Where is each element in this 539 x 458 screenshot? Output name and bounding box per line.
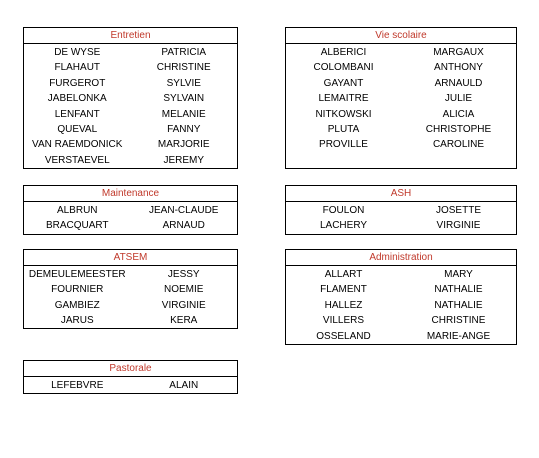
surname: FOURNIER xyxy=(51,284,104,296)
list-item xyxy=(24,60,237,75)
list-item xyxy=(24,107,237,122)
list-item xyxy=(286,76,516,91)
first-name: MARJORIE xyxy=(157,139,210,151)
surname: LENFANT xyxy=(54,108,100,120)
first-name: ANTHONY xyxy=(434,62,483,74)
first-name: VIRGINIE xyxy=(161,299,206,311)
list-item xyxy=(286,267,516,282)
group-entretien xyxy=(23,27,238,169)
first-name: MELANIE xyxy=(161,108,206,120)
first-name: NOEMIE xyxy=(164,284,204,296)
list-item xyxy=(286,122,516,137)
group-title: Pastorale xyxy=(24,361,237,377)
surname: DEMEULEMEESTER xyxy=(28,269,126,280)
first-name: ARNAUD xyxy=(162,220,205,232)
group-title: Maintenance xyxy=(24,186,237,202)
list-item xyxy=(24,153,237,168)
surname: FURGEROT xyxy=(49,77,106,89)
surname: PLUTA xyxy=(327,123,360,135)
list-item xyxy=(286,218,516,233)
list-item xyxy=(286,91,516,106)
surname: FLAHAUT xyxy=(54,62,101,74)
first-name: FANNY xyxy=(167,123,201,135)
surname: LACHERY xyxy=(319,220,368,232)
group-title: Administration xyxy=(286,250,516,266)
surname: GAYANT xyxy=(323,77,364,89)
surname: DE WYSE xyxy=(54,47,101,58)
surname: QUEVAL xyxy=(57,123,98,135)
list-item xyxy=(286,313,516,328)
group-vie-scolaire xyxy=(285,27,517,169)
list-item xyxy=(286,329,516,344)
list-item xyxy=(24,218,237,233)
list-item xyxy=(24,122,237,137)
surname: COLOMBANI xyxy=(313,62,374,74)
group-title: Entretien xyxy=(24,28,237,44)
list-item xyxy=(286,107,516,122)
first-name: MARY xyxy=(444,269,473,280)
surname: LEFEBVRE xyxy=(51,380,104,391)
list-item xyxy=(24,76,237,91)
first-name: PATRICIA xyxy=(161,47,207,58)
first-name: ALICIA xyxy=(442,108,475,120)
surname: FLAMENT xyxy=(320,284,367,296)
first-name: MARGAUX xyxy=(433,47,484,58)
list-item xyxy=(24,203,237,218)
surname: OSSELAND xyxy=(316,330,371,342)
list-item xyxy=(24,282,237,297)
group-administration xyxy=(285,249,517,345)
first-name: CHRISTINE xyxy=(431,315,486,327)
first-name: ALAIN xyxy=(169,380,199,391)
surname: VAN RAEMDONICK xyxy=(32,139,123,151)
list-item xyxy=(286,282,516,297)
list-item xyxy=(24,137,237,152)
first-name: VIRGINIE xyxy=(436,220,481,232)
first-name: JEREMY xyxy=(163,154,205,166)
surname: HALLEZ xyxy=(324,299,363,311)
list-item xyxy=(24,313,237,328)
group-title: ATSEM xyxy=(24,250,237,266)
first-name: JOSETTE xyxy=(435,205,481,216)
first-name: KERA xyxy=(170,315,198,327)
list-item xyxy=(24,91,237,106)
first-name: CHRISTOPHE xyxy=(425,123,492,135)
group-maintenance xyxy=(23,185,238,235)
first-name: NATHALIE xyxy=(434,299,483,311)
first-name: ARNAULD xyxy=(434,77,483,89)
list-item xyxy=(286,45,516,60)
group-ash xyxy=(285,185,517,235)
surname: NITKOWSKI xyxy=(315,108,372,120)
list-item xyxy=(286,137,516,152)
list-item xyxy=(24,267,237,282)
first-name: JEAN-CLAUDE xyxy=(149,205,219,216)
list-item xyxy=(24,45,237,60)
surname: LEMAITRE xyxy=(318,93,369,105)
first-name: SYLVIE xyxy=(166,77,201,89)
surname: JARUS xyxy=(60,315,94,327)
surname: JABELONKA xyxy=(47,93,107,105)
group-atsem xyxy=(23,249,238,329)
list-item xyxy=(286,203,516,218)
surname: VERSTAEVEL xyxy=(44,154,110,166)
first-name: CAROLINE xyxy=(432,139,485,151)
surname: BRACQUART xyxy=(45,220,109,232)
list-item xyxy=(24,298,237,313)
surname: ALBRUN xyxy=(56,205,98,216)
surname: VILLERS xyxy=(322,315,365,327)
surname: FOULON xyxy=(322,205,365,216)
list-item xyxy=(24,378,237,393)
first-name: JULIE xyxy=(444,93,473,105)
group-pastorale xyxy=(23,360,238,394)
first-name: JESSY xyxy=(167,269,200,280)
list-item xyxy=(286,298,516,313)
surname: ALBERICI xyxy=(320,47,367,58)
list-item xyxy=(286,60,516,75)
group-title: ASH xyxy=(286,186,516,202)
group-title: Vie scolaire xyxy=(286,28,516,44)
first-name: NATHALIE xyxy=(434,284,483,296)
surname: ALLART xyxy=(324,269,363,280)
first-name: MARIE-ANGE xyxy=(426,330,491,342)
first-name: SYLVAIN xyxy=(163,93,205,105)
first-name: CHRISTINE xyxy=(156,62,211,74)
surname: PROVILLE xyxy=(319,139,368,151)
surname: GAMBIEZ xyxy=(54,299,100,311)
